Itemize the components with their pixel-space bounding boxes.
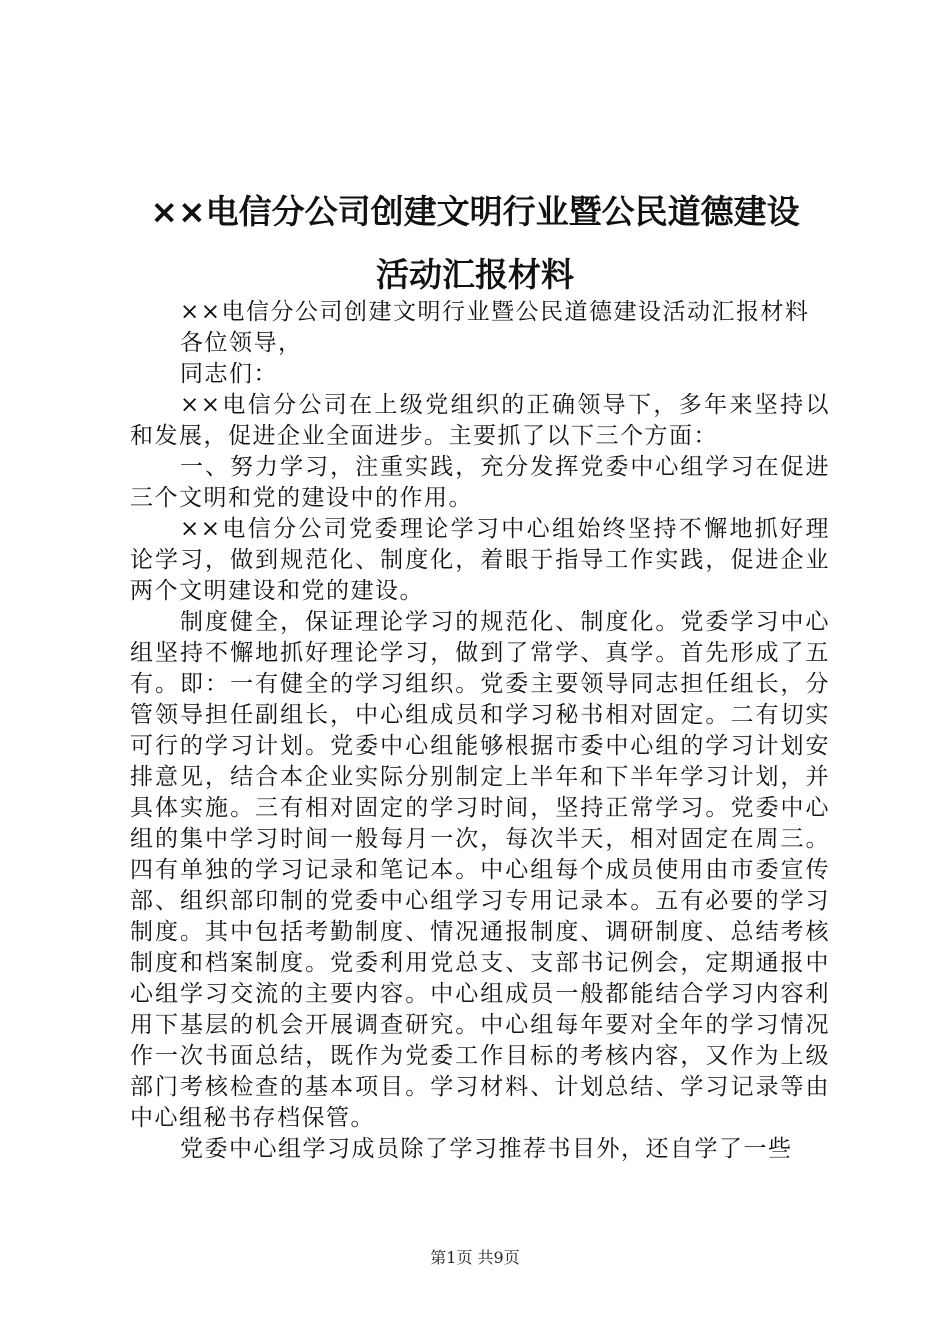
document-title <box>100 180 850 306</box>
paragraph-study-group: ××电信分公司党委理论学习中心组始终坚持不懈地抓好理论学习，做到规范化、制度化，着眼于指导工作实践，促进企业两个文明建设和党的建设。 <box>130 516 830 604</box>
title-line-1: ××电信分公司创建文明行业暨公民道德建设 <box>150 192 800 231</box>
title-line-2: 活动汇报材料 <box>376 255 574 294</box>
paragraph-self-study: 党委中心组学习成员除了学习推荐书目外，还自学了一些 <box>180 1136 793 1162</box>
paragraph-salutation-leaders: 各位领导， <box>180 330 303 356</box>
paragraph-intro: ××电信分公司在上级党组织的正确领导下，多年来坚持以和发展，促进企业全面进步。主要抓了以下三个方面： <box>130 392 830 449</box>
paragraph-heading-repeat: ××电信分公司创建文明行业暨公民道德建设活动汇报材料 <box>180 299 810 325</box>
paragraph-salutation-comrades: 同志们： <box>180 361 278 387</box>
paragraph-system: 制度健全，保证理论学习的规范化、制度化。党委学习中心组坚持不懈地抓好理论学习，做到了常学、真学。首先形成了五有。即：一有健全的学习组织。党委主要领导同志担任组长，分管领导担任副组长，中心组成员和学习秘书相对固定。二有切实可行的学习计划。党委中心组能够根据市委中心组的学习计划安排意见，结合本企业实际分别制定上半年和下半年学习计划，并具体实施。三有相对固定的学习时间，坚持正常学习。党委中心组的集中学习时间一般每月一次，每次半天，相对固定在周三。四有单独的学习记录和笔记本。中心组每个成员使用由市委宣传部、组织部印制的党委中心组学习专用记录本。五有必要的学习制度。其中包括考勤制度、情况通报制度、调研制度、总结考核制度和档案制度。党委利用党总支、支部书记例会，定期通报中心组学习交流的主要内容。中心组成员一般都能结合学习内容利用下基层的机会开展调查研究。中心组每年要对全年的学习情况作一次书面总结，既作为党委工作目标的考核内容，又作为上级部门考核检查的基本项目。学习材料、计划总结、学习记录等由中心组秘书存档保管。 <box>130 609 830 1131</box>
document-body <box>130 297 830 1165</box>
paragraph-section-one: 一、努力学习，注重实践，充分发挥党委中心组学习在促进三个文明和党的建设中的作用。 <box>130 454 830 511</box>
page-footer: 第1页 共9页 <box>430 1248 520 1267</box>
